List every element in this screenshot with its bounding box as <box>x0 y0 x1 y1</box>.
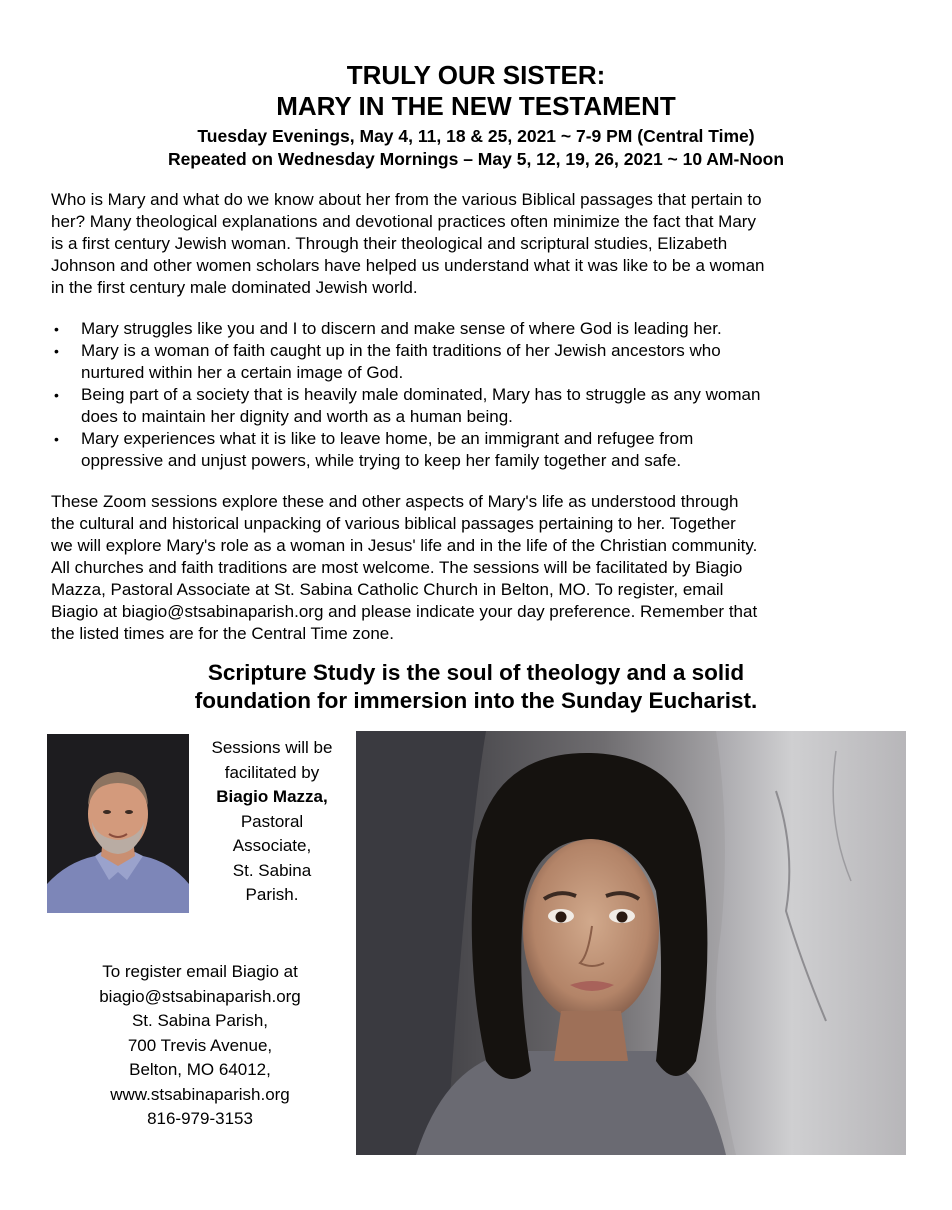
list-item <box>51 340 911 384</box>
text-line: the cultural and historical unpacking of various biblical passages pertaining to her. Together <box>51 514 736 533</box>
contact-info <box>60 960 340 1132</box>
list-item <box>51 384 911 428</box>
text-line: the listed times are for the Central Time zone. <box>51 624 394 643</box>
text-line: oppressive and unjust powers, while trying to keep her family together and safe. <box>81 451 682 470</box>
tagline <box>0 659 952 715</box>
tagline-line: Scripture Study is the soul of theology and a solid <box>207 660 745 685</box>
bullet-icon: • <box>54 321 59 337</box>
bullet-list <box>51 318 911 472</box>
mary-photo <box>356 731 906 1155</box>
text-line: her? Many theological explanations and devotional practices often minimize the fact that Mary <box>51 212 756 231</box>
facilitator-bio <box>190 736 354 908</box>
tagline-line: foundation for immersion into the Sunday Eucharist. <box>194 688 758 713</box>
facilitator-name: Biagio Mazza, <box>216 787 328 806</box>
contact-email[interactable]: biagio@stsabinaparish.org <box>99 986 301 1006</box>
contact-phone: 816-979-3153 <box>147 1109 253 1128</box>
text-line: Mazza, Pastoral Associate at St. Sabina Catholic Church in Belton, MO. To register, email <box>51 580 724 599</box>
contact-line: Belton, MO 64012, <box>129 1060 271 1079</box>
text-line: in the first century male dominated Jewish world. <box>51 278 418 297</box>
mary-portrait-icon <box>356 731 906 1155</box>
text-line: All churches and faith traditions are most welcome. The sessions will be facilitated by Biagio <box>51 558 743 577</box>
details-paragraph <box>51 491 911 645</box>
facilitator-photo <box>47 734 189 913</box>
bullet-icon: • <box>54 343 59 359</box>
text-line: Mary experiences what it is like to leave home, be an immigrant and refugee from <box>81 429 694 448</box>
contact-line: 700 Trevis Avenue, <box>127 1035 273 1055</box>
contact-line: St. Sabina Parish, <box>131 1011 269 1030</box>
text-line: is a first century Jewish woman. Through their theological and scriptural studies, Elizabeth <box>51 234 728 253</box>
intro-paragraph <box>51 189 911 299</box>
text-line: These Zoom sessions explore these and other aspects of Mary's life as understood through <box>51 492 739 511</box>
text-line: does to maintain her dignity and worth as a human being. <box>81 407 513 426</box>
bio-line: Sessions will be <box>211 738 333 757</box>
document-title-line2: MARY IN THE NEW TESTAMENT <box>276 91 676 121</box>
text-line: nurtured within her a certain image of God. <box>81 363 404 382</box>
text-line: Mary is a woman of faith caught up in the faith traditions of her Jewish ancestors who <box>81 341 721 360</box>
bio-line: Associate, <box>232 836 312 855</box>
text-line: Who is Mary and what do we know about her from the various Biblical passages that pertain to <box>51 190 762 209</box>
list-item <box>51 428 911 472</box>
bullet-icon: • <box>54 387 59 403</box>
contact-website[interactable]: www.stsabinaparish.org <box>110 1084 290 1104</box>
list-item <box>51 318 911 340</box>
text-line: Biagio at biagio@stsabinaparish.org and please indicate your day preference. Remember that <box>51 602 758 621</box>
schedule-wednesday: Repeated on Wednesday Mornings – May 5, 12, 19, 26, 2021 ~ 10 AM-Noon <box>167 149 785 169</box>
facilitator-portrait-icon <box>47 734 189 913</box>
bio-line: Parish. <box>245 885 299 904</box>
text-line: Johnson and other women scholars have helped us understand what it was like to be a woman <box>51 256 765 275</box>
document-title-line1: TRULY OUR SISTER: <box>346 60 606 90</box>
bullet-icon: • <box>54 431 59 447</box>
bio-line: St. Sabina <box>232 860 312 880</box>
bio-line: facilitated by <box>224 762 320 782</box>
bio-line: Pastoral <box>240 811 304 831</box>
contact-line: To register email Biagio at <box>102 962 298 981</box>
text-line: we will explore Mary's role as a woman in Jesus' life and in the life of the Christian community. <box>51 536 758 555</box>
text-line: Being part of a society that is heavily male dominated, Mary has to struggle as any woman <box>81 385 761 404</box>
schedule-tuesday: Tuesday Evenings, May 4, 11, 18 & 25, 2021 ~ 7-9 PM (Central Time) <box>197 126 755 146</box>
text-line: Mary struggles like you and I to discern and make sense of where God is leading her. <box>81 319 722 338</box>
